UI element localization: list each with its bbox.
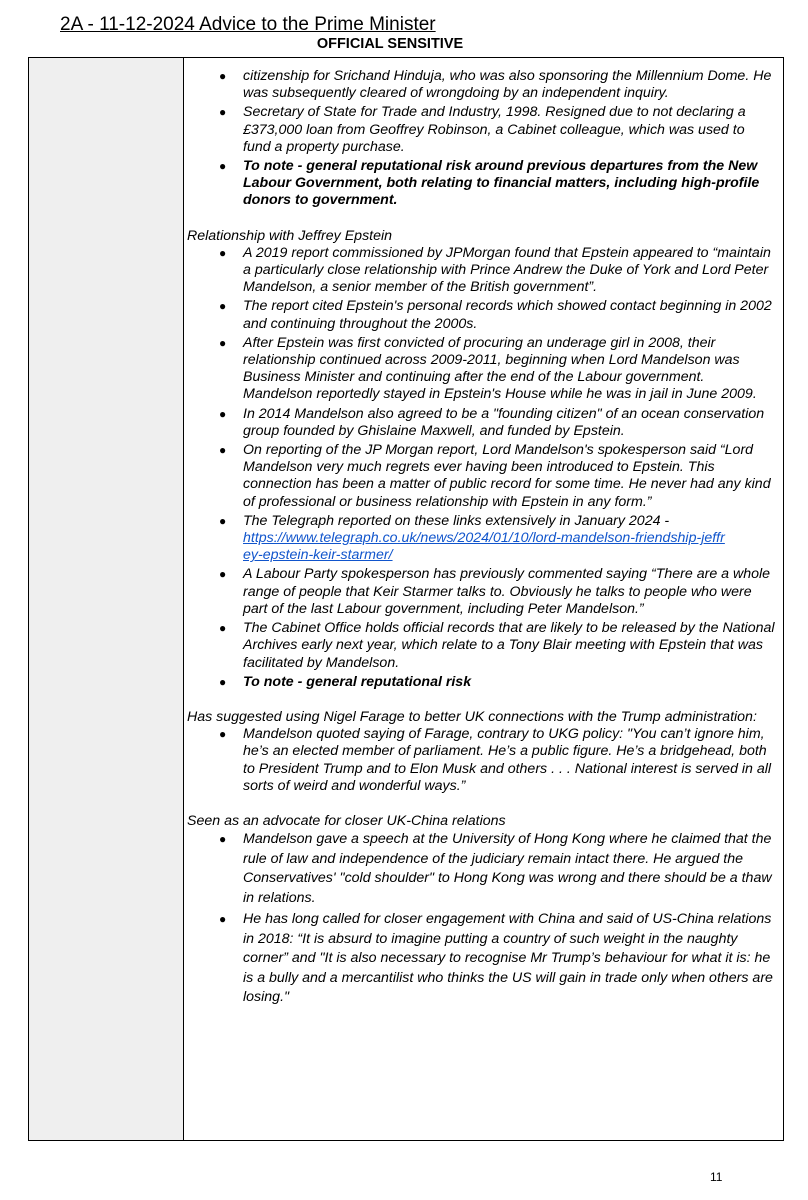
- list-item: ● A 2019 report commissioned by JPMorgan found that Epstein appeared to “maintain a particularly close relationship with Prince Andrew the Duke of York and Lord Peter Mandelson, a senior member of the British government”.: [219, 244, 771, 296]
- list-item: ● The Telegraph reported on these links extensively in January 2024 - https://www.telegraph.co.uk/news/2024/01/10/lord-mandelson-friendship-jeffr ey-epstein-keir-starmer/: [219, 512, 725, 564]
- right-column: [187, 68, 775, 1140]
- page-number: 11: [710, 1170, 723, 1184]
- list-item: ● A Labour Party spokesperson has previously commented saying “There are a whole range of people that Keir Starmer talks to. Obviously he talks to people who were part of the last Labour government, including Peter Mandelson.”: [219, 566, 771, 617]
- bullet-icon: ●: [219, 674, 227, 689]
- list-item: ● The Cabinet Office holds official records that are likely to be released by the National Archives early next year, which relate to a Tony Blair meeting with Epstein that was facilitated by Mandelson.: [219, 620, 775, 671]
- telegraph-link[interactable]: https://www.telegraph.co.uk/news/2024/01/10/lord-mandelson-friendship-jeffr ey-epstein-keir-starmer/: [243, 530, 725, 564]
- list-item: ● He has long called for closer engagement with China and said of US-China relations in 2018: “It is absurd to imagine putting a country of such weight in the naughty corner” and "It is also necessary to recognise Mr Trump’s behaviour for what it is: he is a bully and a mercantilist who thinks the US will gain in trade only when others are losing.": [219, 911, 773, 1006]
- bullet-icon: ●: [219, 335, 227, 350]
- section-heading-china: Seen as an advocate for closer UK-China relations: [187, 812, 506, 829]
- section-heading-epstein: Relationship with Jeffrey Epstein: [187, 227, 393, 244]
- classification-label: OFFICIAL SENSITIVE: [316, 36, 464, 52]
- section-heading-farage: Has suggested using Nigel Farage to better UK connections with the Trump administration:: [187, 708, 757, 725]
- epstein-list: [187, 245, 775, 691]
- bullet-icon: ●: [219, 159, 227, 174]
- list-item: ● Mandelson gave a speech at the University of Hong Kong where he claimed that the rule of law and independence of the judiciary remain intact there. He argued the Conservatives' "cold shoulder" to Hong Kong was wrong and there should be a thaw in relations.: [219, 831, 772, 906]
- bullet-icon: ●: [219, 245, 227, 260]
- list-item: ● Mandelson quoted saying of Farage, contrary to UKG policy: "You can’t ignore him, he’s an elected member of parliament. He’s a public figure. He’s a bridgehead, both to President Trump and to Elon Musk and others . . . National interest is served in all sorts of weird and wonderful ways.”: [219, 726, 772, 794]
- list-item: ● To note - general reputational risk: [219, 673, 472, 690]
- intro-list: [187, 68, 775, 210]
- bullet-icon: ●: [219, 727, 227, 742]
- bullet-icon: ●: [219, 299, 227, 314]
- list-item: ● In 2014 Mandelson also agreed to be a "founding citizen" of an ocean conservation group founded by Ghislaine Maxwell, and funded by Epstein.: [219, 405, 765, 439]
- bullet-icon: ●: [219, 621, 227, 636]
- farage-list: [187, 726, 775, 795]
- document-title: 2A - 11-12-2024 Advice to the Prime Minister: [60, 14, 436, 35]
- list-item: ● citizenship for Srichand Hinduja, who was also sponsoring the Millennium Dome. He was subsequently cleared of wrongdoing by an independent inquiry.: [219, 68, 772, 102]
- bullet-icon: ●: [219, 567, 227, 582]
- list-item: ● To note - general reputational risk around previous departures from the New Labour Government, both relating to financial matters, including high-profile donors to government.: [219, 158, 760, 209]
- bullet-icon: ●: [219, 69, 227, 83]
- bullet-icon: ●: [219, 443, 227, 458]
- briefing-table: [28, 57, 784, 1141]
- bullet-icon: ●: [219, 912, 227, 927]
- left-column: [29, 58, 184, 1140]
- china-list: [187, 830, 775, 1008]
- list-item: ● Secretary of State for Trade and Industry, 1998. Resigned due to not declaring a £373,000 loan from Geoffrey Robinson, a Cabinet colleague, which was used to fund a property purchase.: [219, 104, 746, 155]
- list-item: ● On reporting of the JP Morgan report, Lord Mandelson's spokesperson said “Lord Mandelson very much regrets ever having been introduced to Epstein. This connection has been a matter of public record for some time. He never had any kind of professional or business relationship with Epstein in any form.”: [219, 442, 771, 510]
- bullet-icon: ●: [219, 832, 227, 847]
- bullet-icon: ●: [219, 513, 227, 528]
- bullet-icon: ●: [219, 406, 227, 421]
- list-item: ● After Epstein was first convicted of procuring an underage girl in 2008, their relationship continued across 2009-2011, beginning when Lord Mandelson was Business Minister and continuing after the end of the Labour government. Mandelson reportedly stayed in Epstein's House while he was in jail in June 2009.: [219, 334, 757, 403]
- list-item: ● The report cited Epstein's personal records which showed contact beginning in 2002 and continuing throughout the 2000s.: [219, 298, 772, 332]
- bullet-icon: ●: [219, 105, 227, 120]
